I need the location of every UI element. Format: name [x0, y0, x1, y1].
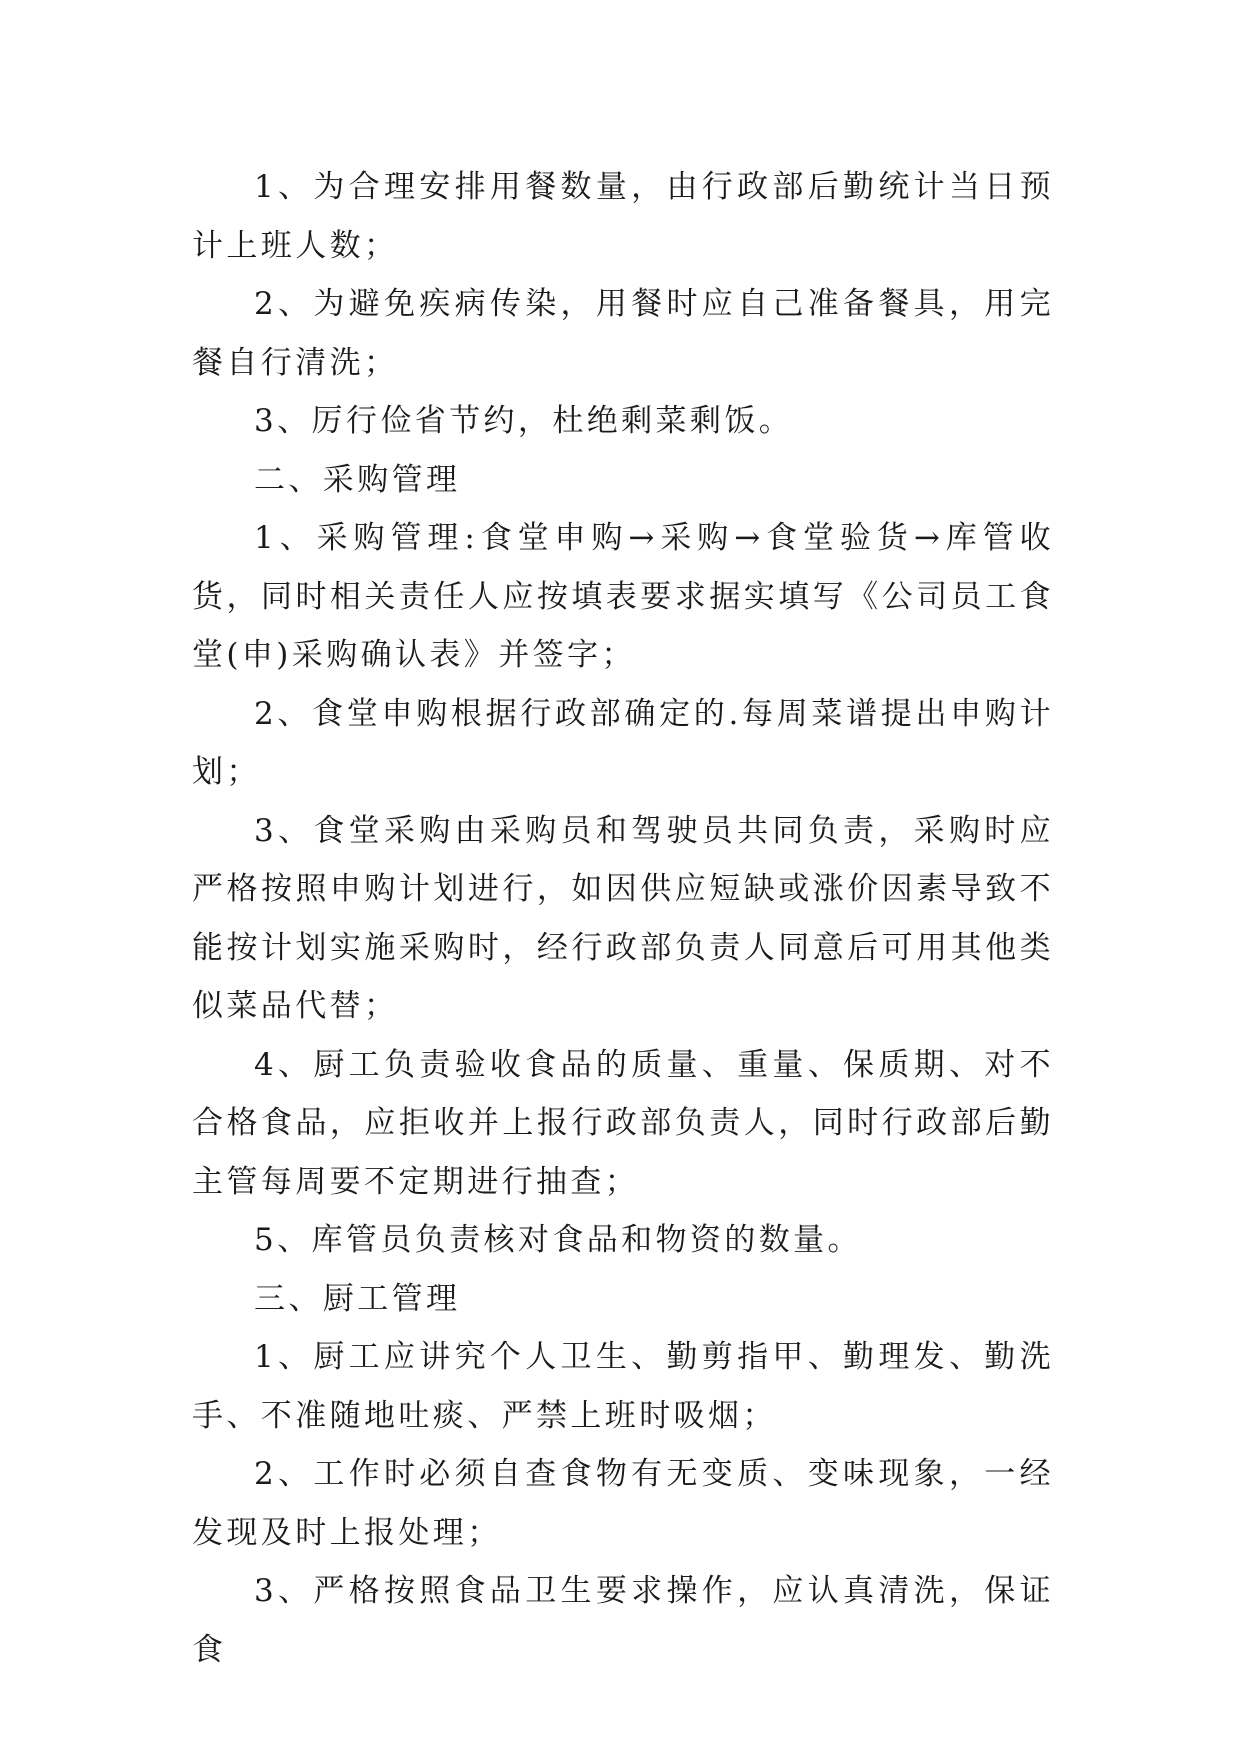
- list-item: 3、食堂采购由采购员和驾驶员共同负责，采购时应严格按照申购计划进行，如因供应短缺或涨价因素导致不能按计划实施采购时，经行政部负责人同意后可用其他类似菜品代替；: [192, 812, 1054, 1024]
- list-item: 3、严格按照食品卫生要求操作，应认真清洗，保证食: [192, 1573, 1054, 1668]
- document-body: [192, 158, 1054, 1679]
- list-item: 3、厉行俭省节约，杜绝剩菜剩饭。: [254, 403, 794, 439]
- section-heading: 三、厨工管理: [254, 1280, 461, 1317]
- list-item: 4、厨工负责验收食品的质量、重量、保质期、对不合格食品，应拒收并上报行政部负责人，同时行政部后勤主管每周要不定期进行抽查；: [192, 1046, 1054, 1200]
- list-item: 2、为避免疾病传染，用餐时应自己准备餐具，用完餐自行清洗；: [192, 286, 1054, 381]
- list-item: 1、为合理安排用餐数量，由行政部后勤统计当日预计上班人数；: [192, 169, 1054, 264]
- list-item: 5、库管员负责核对食品和物资的数量。: [254, 1222, 862, 1258]
- list-item: 1、采购管理:食堂申购→采购→食堂验货→库管收货，同时相关责任人应按填表要求据实填写《公司员工食堂(申)采购确认表》并签字；: [192, 520, 1054, 673]
- list-item: 2、工作时必须自查食物有无变质、变味现象，一经发现及时上报处理；: [192, 1456, 1054, 1551]
- list-item: 2、食堂申购根据行政部确定的.每周菜谱提出申购计划；: [192, 695, 1054, 790]
- list-item: 1、厨工应讲究个人卫生、勤剪指甲、勤理发、勤洗手、不准随地吐痰、严禁上班时吸烟；: [192, 1339, 1054, 1434]
- section-heading: 二、采购管理: [254, 461, 461, 498]
